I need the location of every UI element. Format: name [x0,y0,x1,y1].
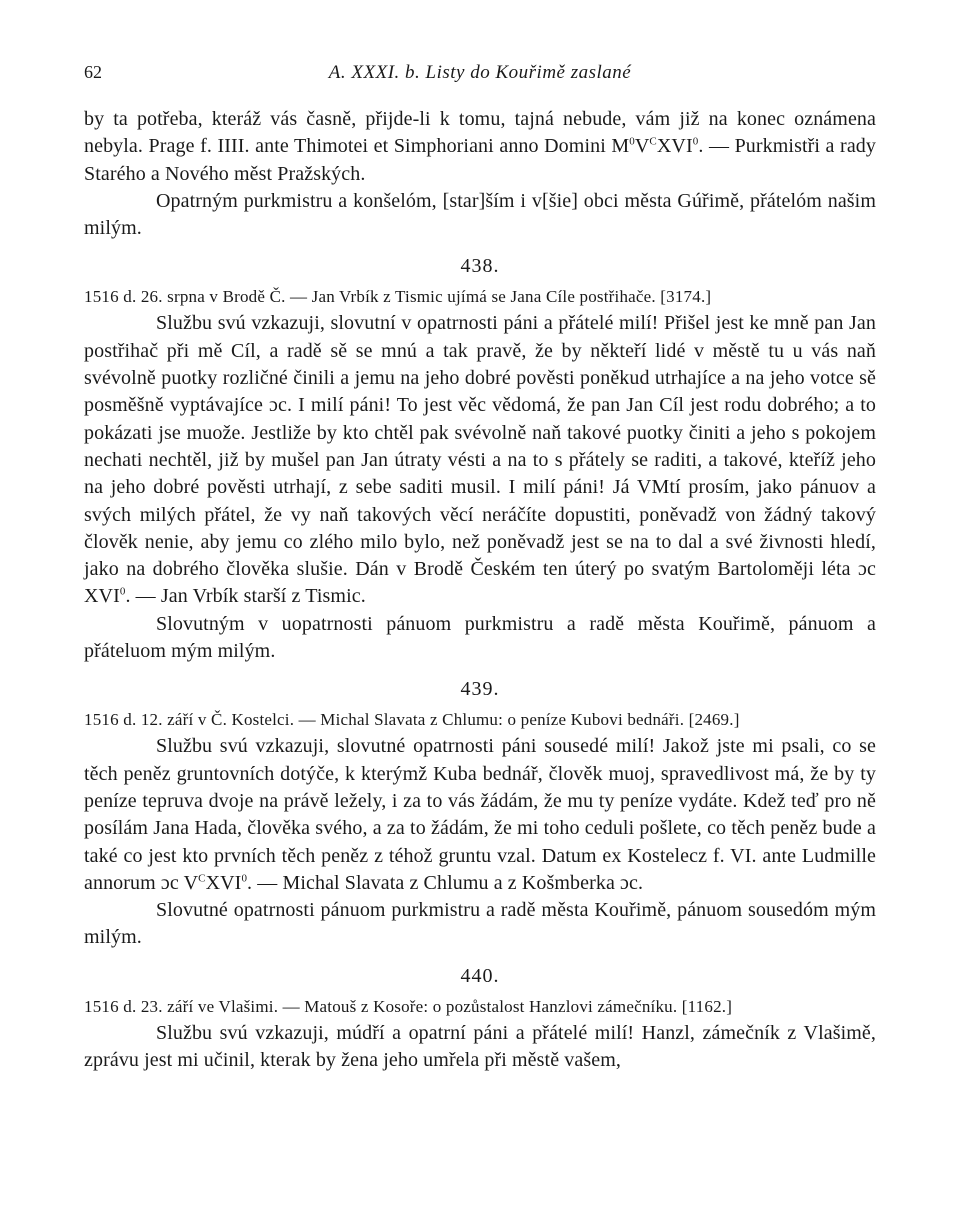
entry-body-440: Službu svú vzkazuji, múdří a opatrní páni a přátelé milí! Hanzl, zámečník z Vlašimě, zprávu jest mi učinil, kterak by žena jeho umřela při městě vašem, [84,1021,876,1072]
entry-regest-440: 1516 d. 23. září ve Vlašimi. — Matouš z Kosoře: o pozůstalost Hanzlovi zámečníku. [1162.] [84,996,733,1016]
page-body [84,106,876,1074]
entry-body-439: Službu svú vzkazuji, slovutné opatrnosti páni sousedé milí! Jakož jste mi psali, co se těch peněz gruntovních dotýče, k kterýmž Kuba bednář, člověk muoj, spravedlivost má, že by ty peníze tepruva dvoje na právě ležely, i za to vás žádám, že mu ty peníze vydáte. Kdež teď pro ně posílám Jana Hada, člověka svého, a za to žádám, že mi toho ceduli pošlete, co těch peněz bude a také co jest kto prvních těch peněz z téhož gruntu vzal. Datum ex Kostelecz f. VI. ante Ludmille annorum ɔc $V^CXVI^0$. — Michal Slavata z Chlumu a z Košmberka ɔc. [84,735,876,894]
entry-body-438: Službu svú vzkazuji, slovutní v opatrnosti páni a přátelé milí! Přišel jest ke mně pan Jan postřihač při mě Cíl, a radě sě se mnú a tak pravě, že by někteří lidé v městě tu u vás naň svévolně puotky rozličné činili a jemu na jeho dobré pověsti poněkud utrhajíce a na jeho votce sě posměšně vyptávajíce ɔc. I milí páni! To jest věc vědomá, že pan Jan Cíl jest rodu dobrého; a to pokázati jse muože. Jestliže by kto chtěl pak svévolně naň takové puotky činiti a jeho s pokojem nechati nechtěl, již by mušel pan Jan útraty vésti a na to s přátely se raditi, a takové, kteříž jeho na jeho dobré pověsti utrhají, z sebe saditi musil. I milí páni! Já VMtí prosím, jako pánuov a svých milých přátel, že vy naň takových věcí neráčíte dopustiti, poněvadž von žádný takový člověk nenie, aby jemu co zlého milo bylo, než poněvadž jest se na to dal a své živnosti hledí, jako na dobrého člověka slušie. Dán v Brodě Českém ten úterý po svatým Bartoloměji léta ɔc XVI$^0$. — Jan Vrbík starší z Tismic. [84,312,876,608]
running-title: A. XXXI. b. Listy do Kouřimě zaslané [328,62,632,83]
entry-regest-438: 1516 d. 26. srpna v Brodě Č. — Jan Vrbík z Tismic ujímá se Jana Cíle postřihače. [3174.] [84,287,712,307]
letter-address: Opatrným purkmistru a konšelóm, [star]ším i v[šie] obci města Gúřimě, přátelóm našim milým. [84,189,876,240]
entry-address-439: Slovutné opatrnosti pánuom purkmistru a radě města Kouřimě, pánuom sousedóm mým milým. [84,899,876,949]
entry-number-440: 440. [460,964,500,987]
entry-regest-439: 1516 d. 12. září v Č. Kostelci. — Michal Slavata z Chlumu: o peníze Kubovi bednáři. [2469.] [84,710,740,730]
entry-number-439: 439. [460,678,500,701]
page-number: 62 [84,62,102,82]
page-header [84,62,876,92]
entry-address-438: Slovutným v uopatrnosti pánuom purkmistru a radě města Kouřimě, pánuom a přáteluom mým milým. [84,612,876,663]
entry-number-438: 438. [460,255,500,278]
letter-continuation-body: by ta potřeba, kteráž vás časně, přijde-li k tomu, tajná nebude, vám již na konec oznámena nebyla. Prage f. IIII. ante Thimotei et Simphoriani anno Domini $M^0V^CXVI^0$. — Purkmistři a rady Starého a Nového měst Pražských. [84,108,876,185]
